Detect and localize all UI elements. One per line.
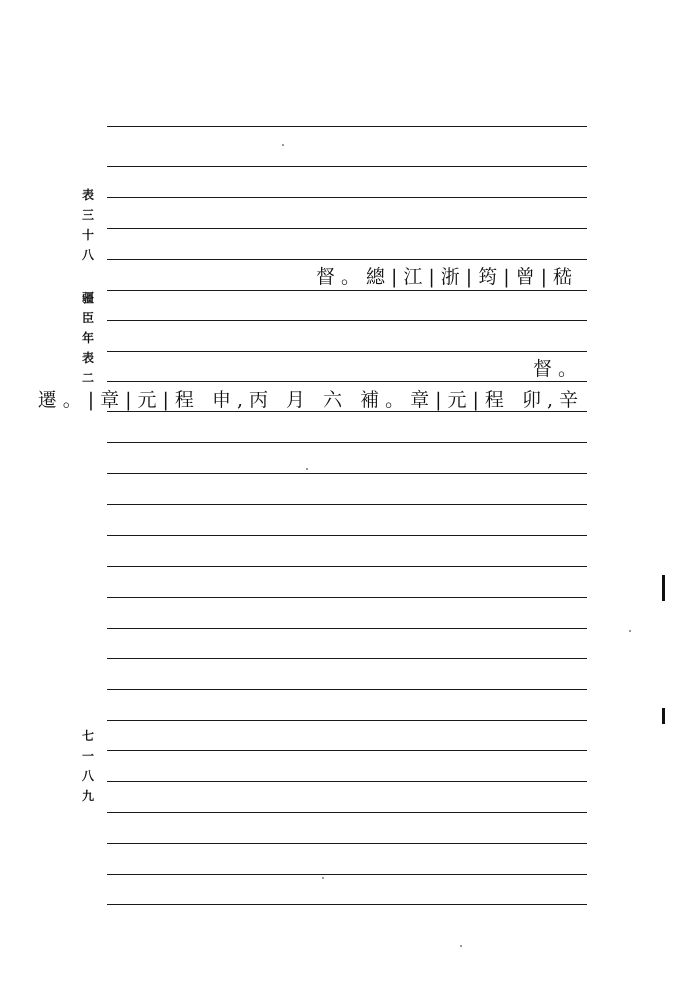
table-rule [107, 812, 587, 813]
table-rule [107, 535, 587, 536]
table-rule [107, 904, 587, 905]
scan-edge-mark [662, 708, 665, 724]
table-rule [107, 781, 587, 782]
table-rule [107, 197, 587, 198]
table-rule [107, 381, 587, 382]
table-rule [107, 874, 587, 875]
entry-governor-appointment: 督。總|江|浙|筠|曾|嵇 [315, 266, 578, 288]
scan-speck [629, 630, 631, 632]
table-rule [107, 259, 587, 260]
table-rule [107, 628, 587, 629]
table-rule [107, 689, 587, 690]
section-subtitle: 疆臣年表二 [81, 291, 94, 385]
scan-speck [282, 144, 284, 146]
page-number: 七一八九 [81, 729, 94, 803]
table-rule [107, 658, 587, 659]
entry-transfer-record: 遷。|章|元|程 申,丙 月 六 補。章|元|程 卯,辛 [37, 389, 584, 411]
table-rule [107, 597, 587, 598]
table-rule [107, 320, 587, 321]
table-rule [107, 442, 587, 443]
table-rule [107, 720, 587, 721]
scan-edge-mark [662, 575, 665, 601]
table-rule [107, 473, 587, 474]
table-rule [107, 750, 587, 751]
table-rule [107, 566, 587, 567]
scan-speck [322, 877, 324, 879]
section-title: 表三十八 [81, 188, 94, 262]
table-rule [107, 228, 587, 229]
table-rule [107, 126, 587, 127]
table-rule [107, 843, 587, 844]
table-rule [107, 290, 587, 291]
table-rule [107, 351, 587, 352]
entry-governor-suffix: 督。 [532, 358, 583, 380]
table-rule [107, 166, 587, 167]
table-rule [107, 504, 587, 505]
scan-speck [306, 468, 308, 470]
scan-speck [460, 945, 462, 947]
